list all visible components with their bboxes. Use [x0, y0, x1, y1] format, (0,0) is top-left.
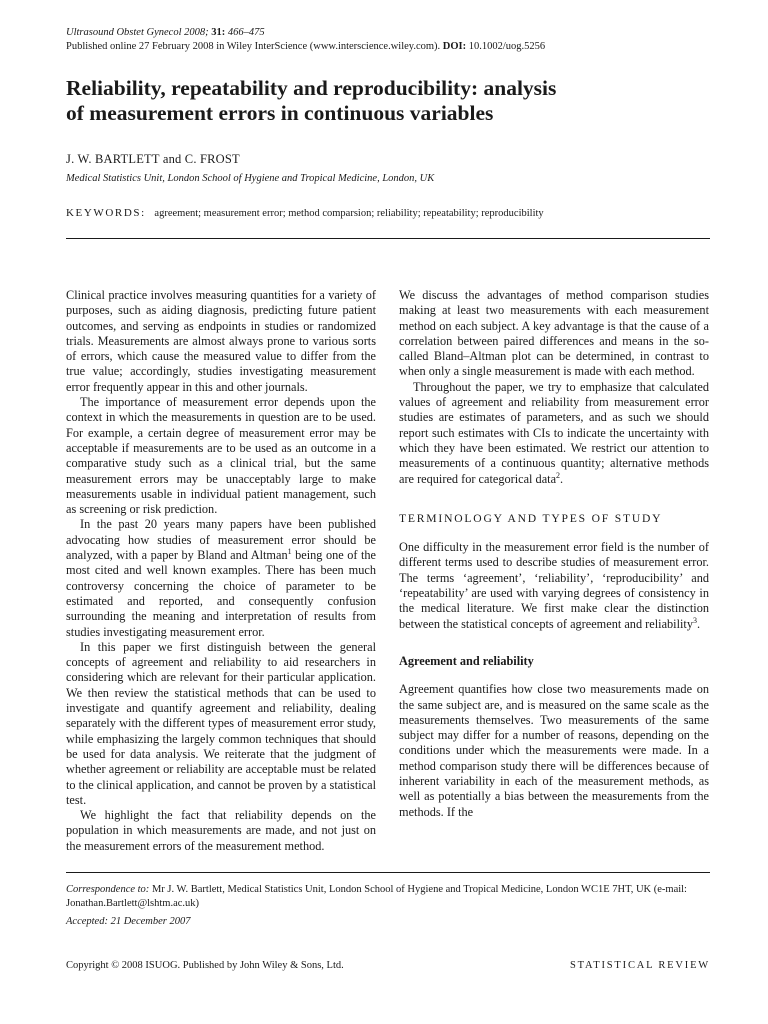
doi-label: DOI:: [442, 41, 467, 52]
journal-year: 2008;: [184, 27, 209, 38]
correspondence: [66, 883, 716, 910]
paragraph-text: being one of the most cited and well known examples. There has been much controversy concerning the choice of parameter to be estimated and reported, and consequently confusion surrounding the meaning and interpretation of results from studies investigating measurement error.: [66, 548, 376, 639]
subsection-heading: Agreement and reliability: [399, 653, 534, 668]
published-text: Published online 27 February 2008 in Wiley InterScience (www.interscience.wiley.com).: [66, 41, 441, 52]
paragraph: The importance of measurement error depends upon the context in which the measurements in question are to be used. For example, a certain degree of measurement error may be acceptable if measurements are to be used as an outcome in a comparative study such as a clinical trial, but the same measurement errors may be unacceptably large to make measurements usable in individual patient management, such as screening or risk prediction.: [66, 395, 376, 517]
paragraph-text: .: [697, 616, 701, 631]
citation-ref[interactable]: 2: [556, 470, 561, 480]
paragraph: Agreement quantifies how close two measurements made on the same subject are, and is measured on the same scale as the measurements themselves. Two measurements of the same subject may differ for a number of reasons, depending on the conditions under which the measurements were made. In a method comparison study there will be differences because of inherent variability in each of the measurement methods, as well as potentially a bias between the measurements from the methods. If the: [399, 682, 709, 819]
paragraph: Clinical practice involves measuring quantities for a variety of purposes, such as aiding diagnosis, predicting future patient outcomes, and serving as endpoints in studies or randomized trials. Measurements are almost always prone to various sorts of errors, which cause the measured value to differ from the true value; accordingly, studies investigating measurement error frequently appear in this and other journals.: [66, 288, 376, 394]
keywords-label: KEYWORDS:: [66, 207, 146, 219]
correspondence-label: Correspondence to:: [66, 884, 150, 895]
paragraph: We highlight the fact that reliability depends on the population in which measurements are made, and not just on the measurement errors of the measurement method.: [66, 808, 376, 853]
paragraph: [399, 540, 709, 632]
paragraph-text: Throughout the paper, we try to emphasize that calculated values of agreement and reliability from measurement error studies are estimates of parameters, and as such we should report such estimates with CIs to indicate the uncertainty with which they have been estimated. We restrict our attention to measurements of a continuous quantity; alternative methods are required for categorical data: [399, 379, 709, 486]
paragraph: [399, 380, 709, 487]
keywords: [66, 206, 544, 221]
journal-citation: [66, 26, 265, 40]
affiliation: Medical Statistics Unit, London School of Hygiene and Tropical Medicine, London, UK: [66, 173, 435, 184]
copyright: Copyright © 2008 ISUOG. Published by John Wiley & Sons, Ltd.: [66, 960, 344, 971]
title-line-2: of measurement errors in continuous variables: [66, 101, 494, 125]
correspondence-text: Mr J. W. Bartlett, Medical Statistics Unit, London School of Hygiene and Tropical Medicine, London WC1E 7HT, UK (e-mail: Jonathan.Bartlett@lshtm.ac.uk): [66, 884, 687, 909]
paragraph: We discuss the advantages of method comparison studies making at least two measurements with each measurement method on each subject. A key advantage is that the cause of a correlation between paired differences and means in the so-called Bland–Altman plot can be determined, in contrast to when only a single measurement is made with each method.: [399, 288, 709, 379]
accepted-date: Accepted: 21 December 2007: [66, 916, 191, 927]
doi-value: 10.1002/uog.5256: [468, 41, 546, 52]
keywords-list: agreement; measurement error; method comparsion; reliability; repeatability; reproducibility: [154, 208, 544, 219]
paragraph: In this paper we first distinguish between the general concepts of agreement and reliability to aid researchers in considering which are relevant for their particular application. We then review the statistical methods that can be used to investigate and quantify agreement and reliability, dealing separately with the different types of measurement error study, while emphasizing the largely common techniques that should be used for data analysis. We reiterate that the judgment of whether agreement or reliability are acceptable must be related to the clinical application, and cannot be proven by a statistical test.: [66, 639, 376, 807]
paragraph-text: .: [560, 471, 564, 486]
article-title: [66, 76, 716, 126]
publication-info: [66, 40, 545, 54]
title-line-1: Reliability, repeatability and reproducibility: analysis: [66, 76, 557, 100]
body-column-left: [66, 288, 376, 854]
citation-ref[interactable]: 3: [693, 615, 697, 625]
article-section-type: STATISTICAL REVIEW: [570, 960, 710, 971]
paragraph: [66, 517, 376, 639]
header-divider: [66, 238, 710, 239]
citation-ref[interactable]: 1: [287, 546, 292, 556]
section-heading: TERMINOLOGY AND TYPES OF STUDY: [399, 511, 663, 525]
paragraph-text: In the past 20 years many papers have been published advocating how studies of measurement error should be analyzed, with a paper by Bland and Altman: [66, 517, 376, 563]
authors: J. W. BARTLETT and C. FROST: [66, 152, 240, 166]
journal-pages: 466–475: [227, 27, 265, 38]
paragraph-text: One difficulty in the measurement error field is the number of different terms used to describe studies of measurement error. The terms ‘agreement’, ‘reliability’, ‘reproducibility’ and ‘repeatability’ are used with varying degrees of consistency in the medical literature. We first make clear the distinction between the statistical concepts of agreement and reliability: [399, 540, 709, 631]
journal-volume: 31:: [211, 27, 226, 38]
footer-divider: [66, 872, 710, 873]
journal-name: Ultrasound Obstet Gynecol: [66, 27, 182, 38]
body-column-right: [399, 288, 709, 820]
